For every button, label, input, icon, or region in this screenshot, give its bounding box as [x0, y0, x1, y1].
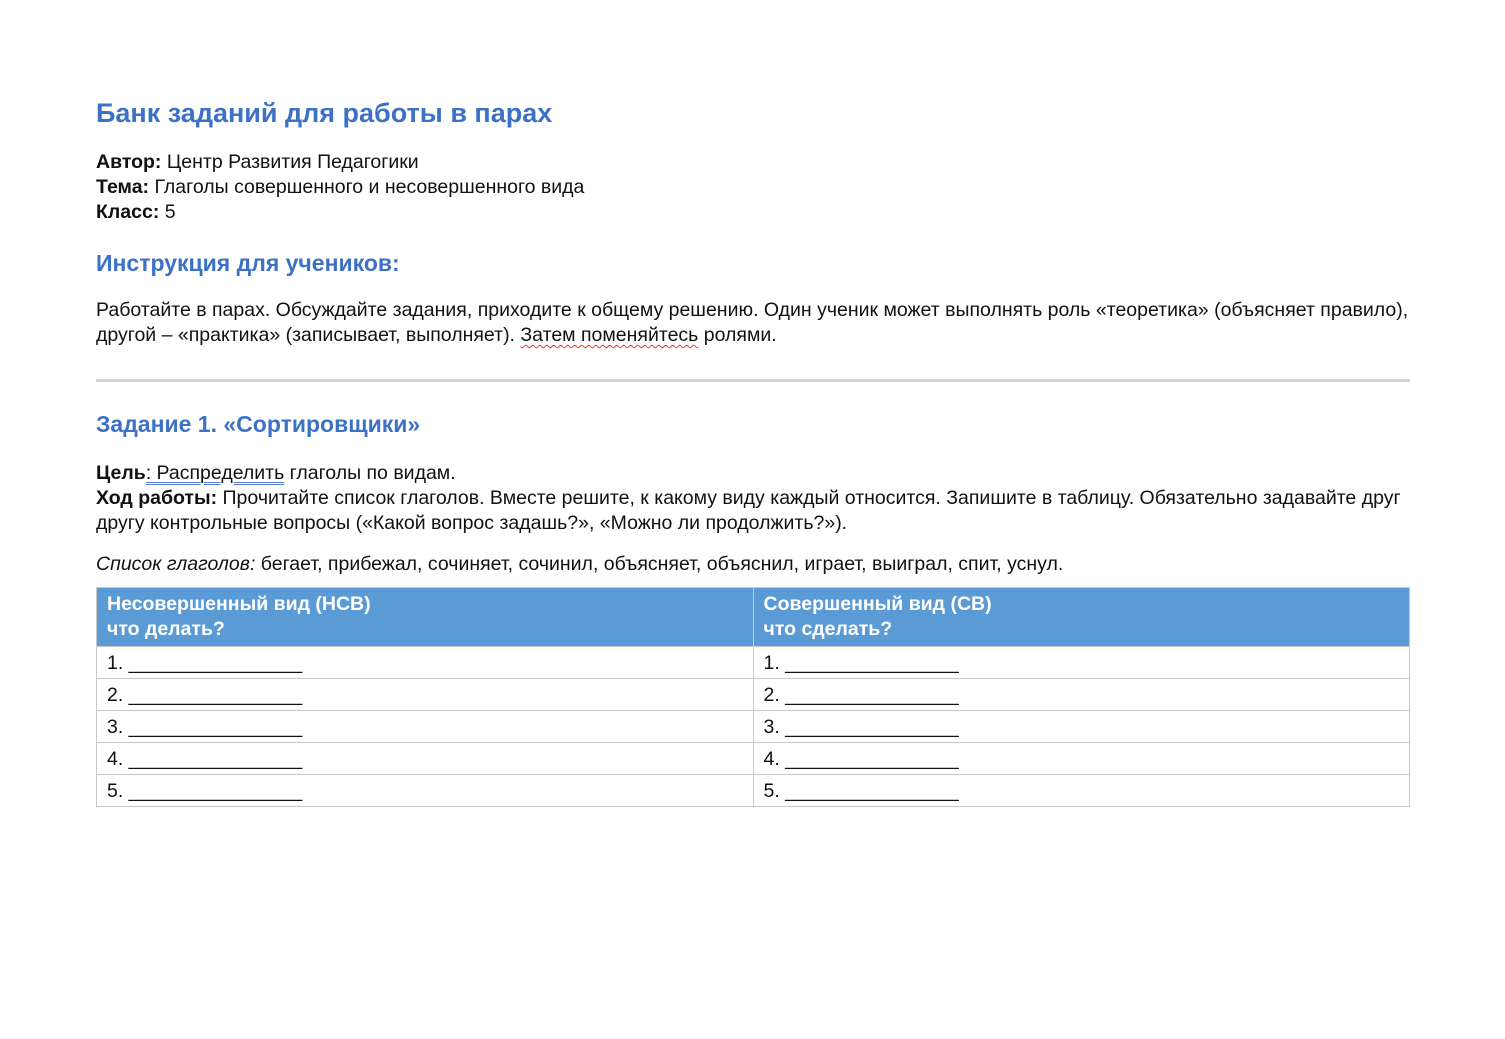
- grammar-flagged-text[interactable]: : Распределить: [145, 462, 285, 484]
- table-row: [97, 647, 1410, 679]
- meta-author: [96, 150, 584, 175]
- table-header-perfective: [753, 588, 1410, 647]
- meta-topic-value: Глаголы совершенного и несовершенного вида: [149, 176, 585, 198]
- spellcheck-flagged-text[interactable]: Затем поменяйтесь: [520, 324, 699, 346]
- table-cell-perfective[interactable]: 5. ________________: [753, 775, 1410, 807]
- horizontal-divider: [96, 379, 1410, 382]
- header-perfective-title: Совершенный вид (СВ): [763, 593, 992, 615]
- header-imperfective-title: Несовершенный вид (НСВ): [107, 593, 371, 615]
- task1-procedure: [96, 486, 1410, 536]
- table-cell-perfective[interactable]: 1. ________________: [753, 647, 1410, 679]
- meta-author-label: Автор:: [96, 151, 162, 173]
- document-meta: [96, 150, 584, 225]
- task1-goal: [96, 461, 1410, 486]
- table-cell-perfective[interactable]: 4. ________________: [753, 743, 1410, 775]
- task1-verbs-text: бегает, прибежал, сочиняет, сочинил, объясняет, объяснил, играет, выиграл, спит, уснул.: [255, 553, 1064, 575]
- task1-heading: Задание 1. «Сортировщики»: [96, 411, 421, 437]
- table-cell-perfective[interactable]: 2. ________________: [753, 679, 1410, 711]
- table-row: [97, 679, 1410, 711]
- task1-procedure-text: Прочитайте список глаголов. Вместе решите, к какому виду каждый относится. Запишите в таблицу. Обязательно задавайте друг другу контрольные вопросы («Какой вопрос задашь?», «Можно ли продолжить?»).: [96, 487, 1401, 534]
- document-title: Банк заданий для работы в парах: [96, 98, 553, 128]
- table-cell-imperfective[interactable]: 3. ________________: [97, 711, 754, 743]
- table-cell-imperfective[interactable]: 4. ________________: [97, 743, 754, 775]
- task1-goal-text: глаголы по видам.: [284, 462, 456, 484]
- table-row: [97, 743, 1410, 775]
- task1-goal-label: Цель: [96, 462, 146, 484]
- instructions-text-main: Работайте в парах. Обсуждайте задания, приходите к общему решению. Один ученик может выполнять роль «теоретика» (объясняет правило), другой – «практика» (записывает, выполняет).: [96, 299, 1409, 346]
- meta-grade: [96, 200, 584, 225]
- meta-topic: [96, 175, 584, 200]
- table-row: [97, 775, 1410, 807]
- table-cell-imperfective[interactable]: 2. ________________: [97, 679, 754, 711]
- header-imperfective-question: что делать?: [107, 618, 225, 640]
- task1-verbs-list: [96, 552, 1410, 577]
- task1-goal-block: [96, 461, 1410, 536]
- table-cell-imperfective[interactable]: 5. ________________: [97, 775, 754, 807]
- meta-topic-label: Тема:: [96, 176, 150, 198]
- table-row: [97, 711, 1410, 743]
- meta-author-value: Центр Развития Педагогики: [161, 151, 419, 173]
- instructions-heading: Инструкция для учеников:: [96, 250, 400, 276]
- sorting-table: [96, 587, 1410, 807]
- instructions-text: [96, 298, 1410, 348]
- meta-grade-label: Класс:: [96, 201, 160, 223]
- table-header-imperfective: [97, 588, 754, 647]
- table-cell-perfective[interactable]: 3. ________________: [753, 711, 1410, 743]
- instructions-text-end: ролями.: [698, 324, 777, 346]
- task1-verbs-label: Список глаголов:: [96, 553, 256, 575]
- task1-procedure-label: Ход работы:: [96, 487, 218, 509]
- table-cell-imperfective[interactable]: 1. ________________: [97, 647, 754, 679]
- header-perfective-question: что сделать?: [763, 618, 893, 640]
- meta-grade-value: 5: [159, 201, 176, 223]
- table-header-row: [97, 588, 1410, 647]
